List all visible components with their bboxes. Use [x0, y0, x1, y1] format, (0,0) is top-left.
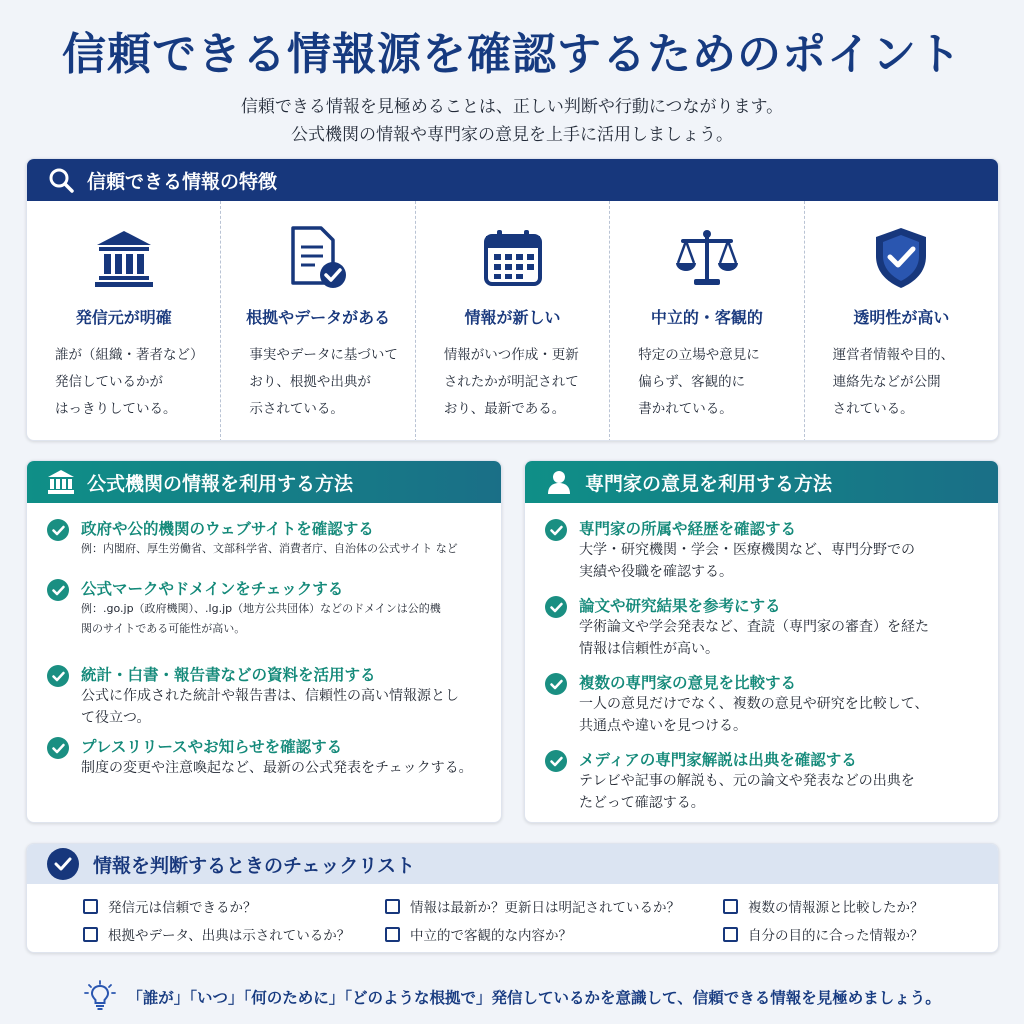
- footer-note: 「誰が」「いつ」「何のために」「どのような根拠で」発信しているかを意識して、信頼できる情報を見極めましょう。: [0, 980, 1024, 1014]
- list-item: メディアの専門家解説は出典を確認する テレビや記事の解説も、元の論文や発表などの出典を たどって確認する。: [545, 748, 978, 823]
- checklist-header: [27, 844, 998, 884]
- checklist-item[interactable]: 発信元は信頼できるか？: [83, 896, 257, 916]
- shield-check-icon: [819, 223, 984, 293]
- check-circle-icon: [545, 750, 567, 772]
- list-item: 統計・白書・報告書などの資料を活用する 公式に作成された統計や報告書は、信頼性の高い情報源とし て役立つ。: [47, 663, 481, 735]
- feature-clear-source: [27, 201, 220, 441]
- feature-title: 根拠やデータがある: [246, 308, 391, 327]
- checklist-item[interactable]: 根拠やデータ、出典は示されているか？: [83, 924, 350, 944]
- institution-icon: [41, 223, 206, 293]
- person-icon: [545, 468, 573, 496]
- official-sources-card: [26, 460, 502, 823]
- checklist-item[interactable]: 情報は最新か？更新日は明記されているか？: [385, 896, 680, 916]
- checklist-card: [26, 843, 999, 953]
- official-sources-header: [27, 461, 501, 503]
- feature-neutral: [609, 201, 803, 441]
- expert-opinions-card: [524, 460, 999, 823]
- checkbox[interactable]: [723, 899, 738, 914]
- official-sources-heading: 公式機関の情報を利用する方法: [87, 472, 354, 495]
- calendar-icon: [430, 223, 595, 293]
- check-circle-icon: [545, 596, 567, 618]
- checklist-item[interactable]: 複数の情報源と比較したか？: [723, 896, 924, 916]
- check-circle-icon: [47, 519, 69, 541]
- checkbox[interactable]: [83, 927, 98, 942]
- feature-description: 事実やデータに基づいて おり、根拠や出典が 示されている。: [249, 347, 398, 417]
- check-circle-icon: [47, 665, 69, 687]
- check-circle-icon: [545, 673, 567, 695]
- feature-description: 特定の立場や意見に 偏らず、客観的に 書かれている。: [638, 347, 760, 417]
- feature-title: 情報が新しい: [464, 308, 561, 327]
- feature-title: 中立的・客観的: [650, 308, 763, 327]
- feature-transparency: [804, 201, 998, 441]
- feature-evidence: [220, 201, 414, 441]
- checkbox[interactable]: [385, 927, 400, 942]
- checklist-item[interactable]: 自分の目的に合った情報か？: [723, 924, 924, 944]
- subtitle-line-2: 公式機関の情報や専門家の意見を上手に活用しましょう。: [291, 125, 733, 145]
- features-card: [26, 158, 999, 441]
- features-heading: 信頼できる情報の特徴: [87, 170, 278, 193]
- check-circle-icon: [47, 579, 69, 601]
- list-item: 公式マークやドメインをチェックする 例：.go.jp（政府機関）、.lg.jp（地方公共団体）などのドメインは公的機 関のサイトである可能性が高い。: [47, 577, 481, 663]
- feature-description: 情報がいつ作成・更新 されたかが明記されて おり、最新である。: [443, 347, 579, 417]
- expert-opinions-header: [525, 461, 998, 503]
- list-item: 論文や研究結果を参考にする 学術論文や学会発表など、査読（専門家の審査）を経た 情報は信頼性が高い。: [545, 594, 978, 671]
- lightbulb-icon: [83, 980, 117, 1014]
- scales-icon: [624, 223, 789, 293]
- check-circle-icon: [47, 737, 69, 759]
- list-item: プレスリリースやお知らせを確認する 制度の変更や注意喚起など、最新の公式発表をチェックする。: [47, 735, 481, 807]
- feature-description: 誰が（組織・著者など） 発信しているかが はっきりしている。: [55, 347, 204, 417]
- checklist-item[interactable]: 中立的で客観的な内容か？: [385, 924, 572, 944]
- subtitle-line-1: 信頼できる情報を見極めることは、正しい判断や行動につながります。: [240, 97, 784, 117]
- check-circle-icon: [545, 519, 567, 541]
- institution-icon: [47, 468, 75, 496]
- page-title: 信頼できる情報源を確認するためのポイント: [62, 29, 962, 80]
- checkbox[interactable]: [385, 899, 400, 914]
- search-icon: [47, 166, 75, 194]
- checkbox[interactable]: [723, 927, 738, 942]
- feature-up-to-date: [415, 201, 609, 441]
- feature-title: 透明性が高い: [853, 308, 950, 327]
- checkbox[interactable]: [83, 899, 98, 914]
- feature-title: 発信元が明確: [75, 308, 172, 327]
- expert-opinions-heading: 専門家の意見を利用する方法: [585, 472, 833, 495]
- checklist-heading: 情報を判断するときのチェックリスト: [93, 854, 416, 877]
- list-item: 複数の専門家の意見を比較する 一人の意見だけでなく、複数の意見や研究を比較して、 共通点や違いを見つける。: [545, 671, 978, 748]
- features-header: [27, 159, 998, 201]
- document-check-icon: [235, 223, 400, 293]
- list-item: 専門家の所属や経歴を確認する 大学・研究機関・学会・医療機関など、専門分野での 実績や役職を確認する。: [545, 517, 978, 594]
- list-item: 政府や公的機関のウェブサイトを確認する 例：内閣府、厚生労働省、文部科学省、消費者庁、自治体の公式サイト など: [47, 517, 481, 577]
- check-badge-icon: [47, 848, 79, 880]
- feature-description: 運営者情報や目的、 連絡先などが公開 されている。: [832, 347, 955, 417]
